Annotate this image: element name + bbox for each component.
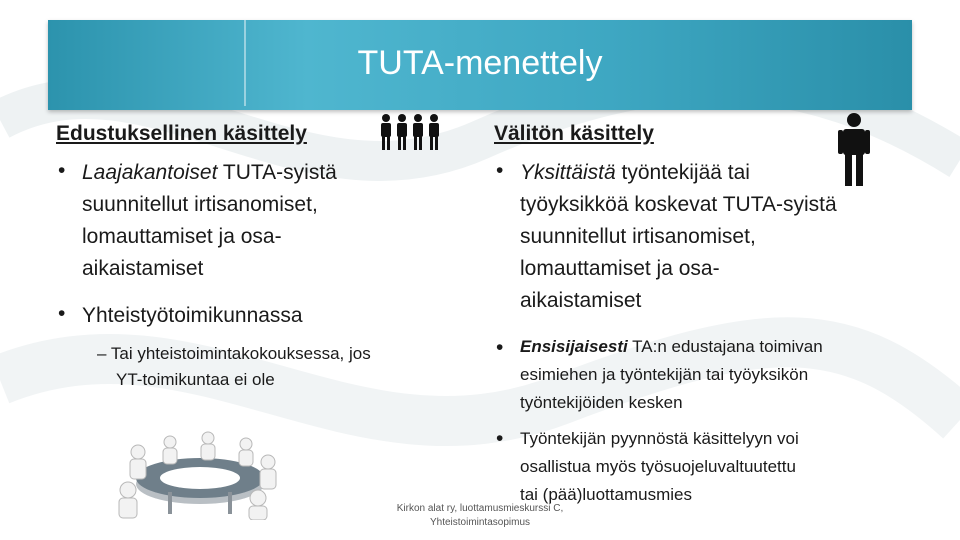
left-bullet1-line2: suunnitellut irtisanomiset, [82,193,318,216]
left-bullet2-text: Yhteistyötoimikunnassa [82,304,303,327]
left-bullet1-line1 [82,157,337,189]
right-bullet1-line5: aikaistamiset [520,289,642,312]
right-bullet1-emphasis: Yksittäistä [520,161,616,184]
slide-title: TUTA-menettely [357,44,603,82]
left-sub-line2: YT-toimikuntaa ei ole [116,370,275,389]
left-sub-line1: – Tai yhteistoimintakokouksessa, jos [97,344,371,363]
right-bullet2-marker: • [496,336,504,359]
meeting-table-illustration [108,412,286,520]
left-bullet1-emphasis: Laajakantoiset [82,161,218,184]
right-bullet3-line3: tai (pää)luottamusmies [520,485,692,504]
right-bullet1-text: työntekijää tai [615,161,750,184]
right-bullet2-line1 [520,333,823,361]
footer-line1: Kirkon alat ry, luottamusmieskurssi C, [396,503,564,514]
left-bullet1-marker: • [58,159,66,182]
right-bullet1-marker: • [496,159,504,182]
right-bullet3-line1: Työntekijän pyynnöstä käsittelyyn voi [520,429,799,448]
right-bullet2-line2: esimiehen ja työntekijän tai työyksikön [520,365,809,384]
left-bullet1-text: TUTA-syistä [217,161,337,184]
right-bullet1-line4: lomauttamiset ja osa- [520,257,720,280]
right-bullet2-emphasis: Ensisijaisesti [520,337,628,356]
left-heading: Edustuksellinen käsittely [56,122,307,145]
single-person-icon [836,112,872,188]
right-bullet1-line3: suunnitellut irtisanomiset, [520,225,756,248]
right-bullet3-marker: • [496,427,504,450]
right-bullet3-line2: osallistua myös työsuojeluvaltuutettu [520,457,796,476]
right-bullet1-line1 [520,157,750,189]
left-bullet1-line4: aikaistamiset [82,257,204,280]
left-bullet1-line3: lomauttamiset ja osa- [82,225,282,248]
title-banner [48,20,912,110]
left-bullet2-marker: • [58,302,66,325]
right-bullet2-line3: työntekijöiden kesken [520,393,683,412]
right-bullet2-text: TA:n edustajana toimivan [627,337,823,356]
right-bullet1-line2: työyksikköä koskevat TUTA-syistä [520,193,837,216]
group-of-people-icon [378,112,442,156]
footer-line2: Yhteistoimintasopimus [429,517,531,528]
right-heading: Välitön käsittely [494,122,654,145]
slide-footer [380,502,580,530]
